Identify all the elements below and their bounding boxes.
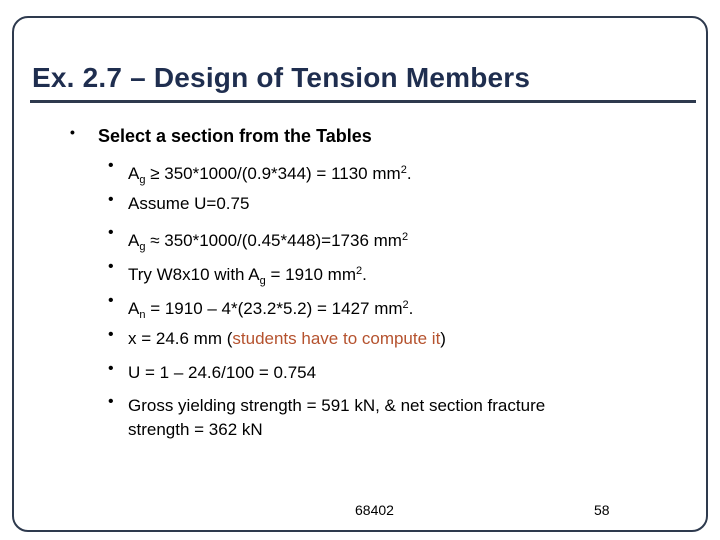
bullet-icon: • (108, 393, 114, 410)
bullet-text: $A_g \ge 350*1000/(0.9*344) = 1130$ $mm^2$. (128, 164, 412, 186)
bullet-icon: • (108, 224, 114, 241)
bullet-text: x = 24.6 mm (students have to compute it) (128, 329, 446, 348)
footer-left: 68402 (355, 502, 394, 518)
bullet-icon: • (108, 191, 114, 208)
bullet-text: Try W8x10 with $A_g = 1910$ $mm^2$. (128, 265, 367, 287)
slide-title: Ex. 2.7 – Design of Tension Members (32, 62, 531, 93)
level1-text: Select a section from the Tables (98, 126, 372, 146)
title-divider (30, 100, 696, 103)
bullet-icon: • (108, 157, 114, 174)
bullet-icon: • (108, 258, 114, 275)
bullet-icon: • (108, 326, 114, 343)
bullet-icon: • (108, 292, 114, 309)
bullet-text: U = 1 – 24.6/100 = 0.754 (128, 363, 317, 382)
bullet-icon: • (108, 360, 114, 377)
bullet-text: $A_g \approx 350*1000/(0.45*448)=1736$ $mm^2$ (128, 231, 409, 253)
bullet-icon: • (70, 124, 75, 140)
slide-number: 58 (594, 502, 610, 518)
bullet-text: Assume U=0.75 (128, 194, 250, 213)
bullet-text: Gross yielding strength = 591 kN, & net section fracture strength = 362 kN (128, 396, 546, 439)
bullet-text: $A_n = 1910 - 4*(23.2*5.2) = 1427$ $mm^2$. (128, 299, 414, 321)
